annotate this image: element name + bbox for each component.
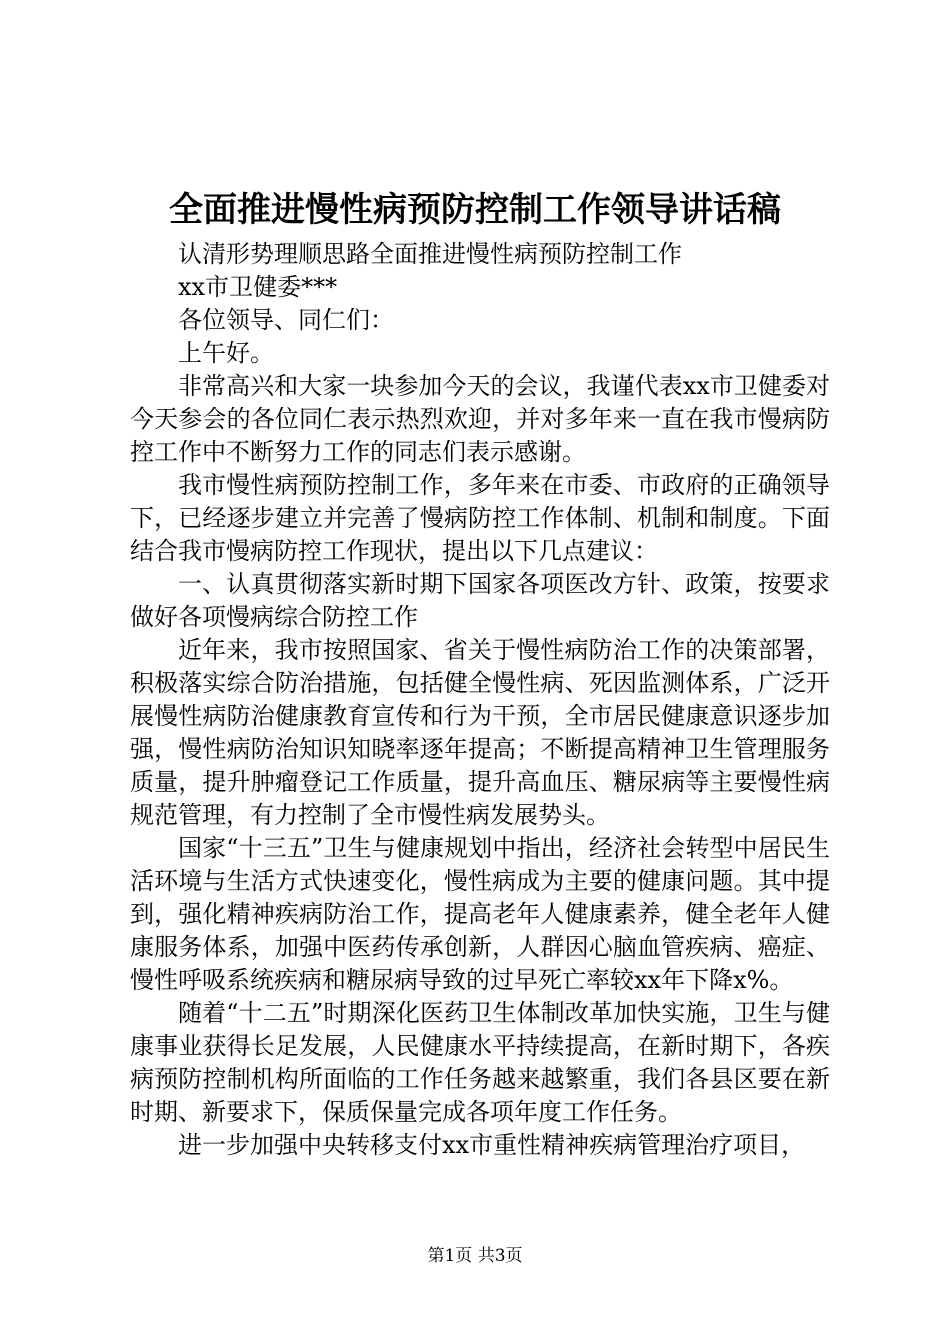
paragraph: xx市卫健委*** xyxy=(178,273,338,301)
paragraph: 国家“十三五”卫生与健康规划中指出，经济社会转型中居民生活环境与生活方式快速变化，慢性病成为主要的健康问题。其中提到，强化精神疾病防治工作，提高老年人健康素养，健全老年人健康服务体系，加强中医药传承创新，人群因心脑血管疾病、癌症、慢性呼吸系统疾病和糖尿病导致的过早死亡率较xx年下降x%。 xyxy=(130,834,830,994)
paragraph: 一、认真贯彻落实新时期下国家各项医改方针、政策，按要求做好各项慢病综合防控工作 xyxy=(130,570,830,631)
paragraph: 非常高兴和大家一块参加今天的会议，我谨代表xx市卫健委对今天参会的各位同仁表示热烈欢迎，并对多年来一直在我市慢病防控工作中不断努力工作的同志们表示感谢。 xyxy=(130,372,830,466)
paragraph: 进一步加强中央转移支付xx市重性精神疾病管理治疗项目， xyxy=(178,1131,806,1159)
document-title: 全面推进慢性病预防控制工作领导讲话稿 xyxy=(169,190,781,230)
paragraph: 上午好。 xyxy=(178,339,274,367)
paragraph: 各位领导、同仁们： xyxy=(178,306,394,334)
document-body xyxy=(130,238,830,1162)
page-footer: 第1页 共3页 xyxy=(427,1246,523,1266)
paragraph: 近年来，我市按照国家、省关于慢性病防治工作的决策部署，积极落实综合防治措施，包括健全慢性病、死因监测体系，广泛开展慢性病防治健康教育宣传和行为干预，全市居民健康意识逐步加强，慢性病防治知识知晓率逐年提高；不断提高精神卫生管理服务质量，提升肿瘤登记工作质量，提升高血压、糖尿病等主要慢性病规范管理，有力控制了全市慢性病发展势头。 xyxy=(130,636,830,829)
paragraph: 认清形势理顺思路全面推进慢性病预防控制工作 xyxy=(178,240,682,268)
paragraph: 我市慢性病预防控制工作，多年来在市委、市政府的正确领导下，已经逐步建立并完善了慢病防控工作体制、机制和制度。下面结合我市慢病防控工作现状，提出以下几点建议： xyxy=(130,471,830,565)
paragraph: 随着“十二五”时期深化医药卫生体制改革加快实施，卫生与健康事业获得长足发展，人民健康水平持续提高，在新时期下，各疾病预防控制机构所面临的工作任务越来越繁重，我们各县区要在新时期、新要求下，保质保量完成各项年度工作任务。 xyxy=(130,999,830,1126)
